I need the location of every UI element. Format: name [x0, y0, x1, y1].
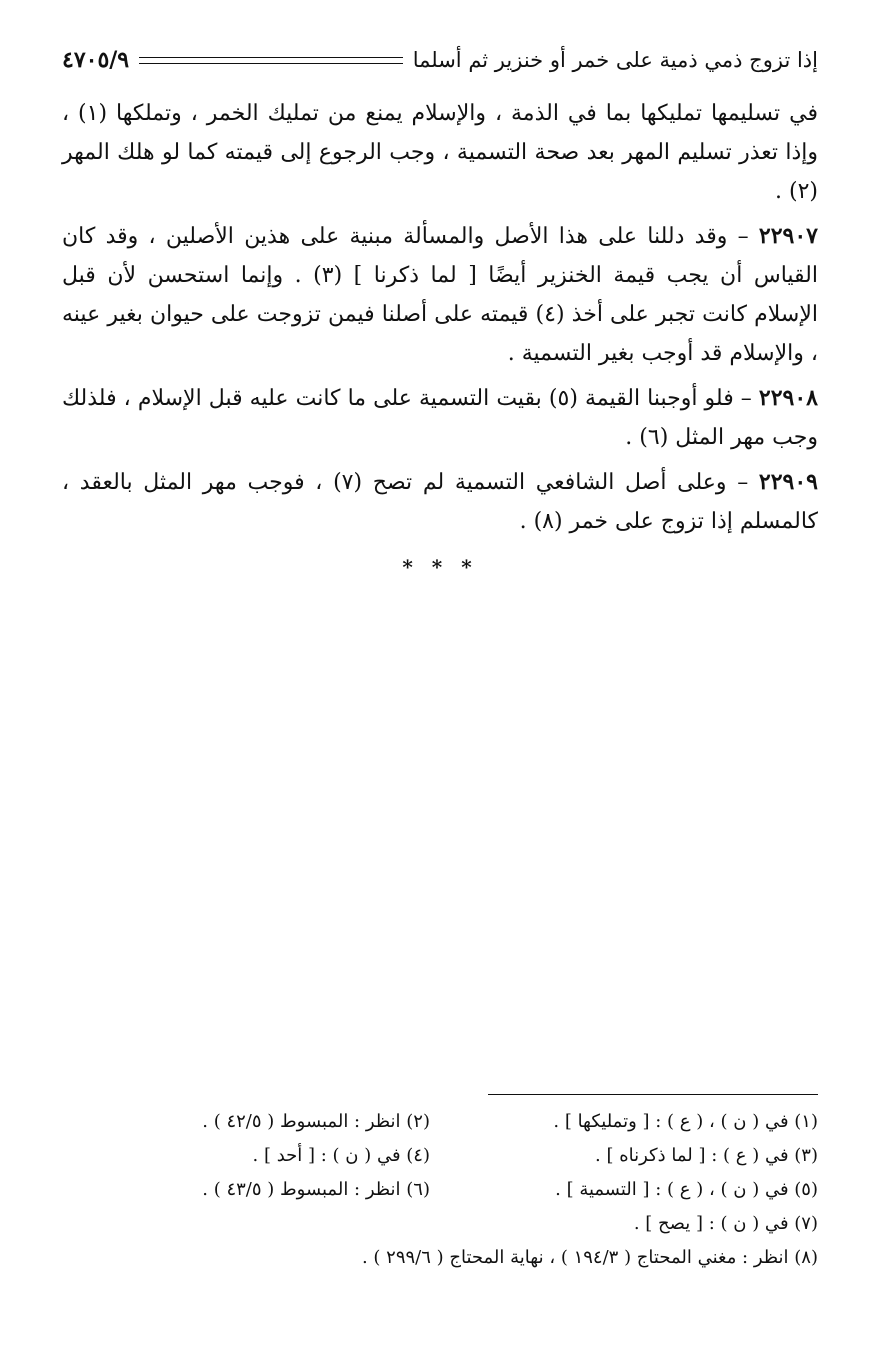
footnote-rule — [488, 1094, 818, 1095]
paragraph-text: – وقد دللنا على هذا الأصل والمسألة مبنية على هذين الأصلين ، وقد كان القياس أن يجب قيمة الخنزير أيضًا [ لما ذكرنا ] (٣) . وإنما استحسن لأن قبل الإسلام كانت تجبر على أخذ (٤) قيمته على أصلنا فيمن تزوجت على حيوان بغير عينه ، والإسلام قد أوجب بغير التسمية . — [62, 224, 818, 366]
paragraph-text: – فلو أوجبنا القيمة (٥) بقيت التسمية على ما كانت عليه قبل الإسلام ، فلذلك وجب مهر المثل (٦) . — [62, 386, 818, 450]
footnote-6: (٦) انظر : المبسوط ( ٤٣/٥ ) . — [202, 1179, 430, 1200]
paragraph-number: ٢٢٩٠٨ — [758, 385, 818, 411]
paragraph-number: ٢٢٩٠٧ — [758, 223, 818, 249]
header-rule — [139, 57, 403, 64]
footnote-grid — [62, 1105, 818, 1207]
main-text — [62, 94, 818, 579]
paragraph — [62, 217, 818, 373]
paragraph — [62, 94, 818, 211]
paragraph — [62, 463, 818, 541]
footnote-2: (٢) انظر : المبسوط ( ٤٢/٥ ) . — [202, 1111, 430, 1132]
footnote-4: (٤) في ( ن ) : [ أحد ] . — [252, 1145, 430, 1166]
paragraph-text: في تسليمها تمليكها بما في الذمة ، والإسلام يمنع من تمليك الخمر ، وتملكها (١) ، وإذا تعذر تسليم المهر بعد صحة التسمية ، وجب الرجوع إلى قيمته كما لو هلك المهر (٢) . — [62, 101, 819, 204]
page — [62, 40, 818, 579]
page-header — [62, 40, 818, 80]
section-separator: * * * — [402, 555, 478, 579]
footnotes — [62, 1094, 818, 1275]
paragraph-number: ٢٢٩٠٩ — [758, 469, 818, 495]
paragraph — [62, 379, 818, 457]
footnote-7: (٧) في ( ن ) : [ يصح ] . — [633, 1213, 818, 1234]
paragraph-text: – وعلى أصل الشافعي التسمية لم تصح (٧) ، فوجب مهر المثل بالعقد ، كالمسلم إذا تزوج على خمر (٨) . — [62, 470, 818, 534]
page-number: ٤٧٠٥/٩ — [62, 47, 130, 73]
footnote-8: (٨) انظر : مغني المحتاج ( ١٩٤/٣ ) ، نهاية المحتاج ( ٢٩٩/٦ ) . — [361, 1247, 818, 1268]
footnote-3: (٣) في ( ع ) : [ لما ذكرناه ] . — [595, 1145, 818, 1166]
footnote-1: (١) في ( ن ) ، ( ع ) : [ وتمليكها ] . — [553, 1111, 818, 1132]
footnote-5: (٥) في ( ن ) ، ( ع ) : [ التسمية ] . — [555, 1179, 818, 1200]
running-title: إذا تزوج ذمي ذمية على خمر أو خنزير ثم أسلما — [412, 48, 818, 72]
